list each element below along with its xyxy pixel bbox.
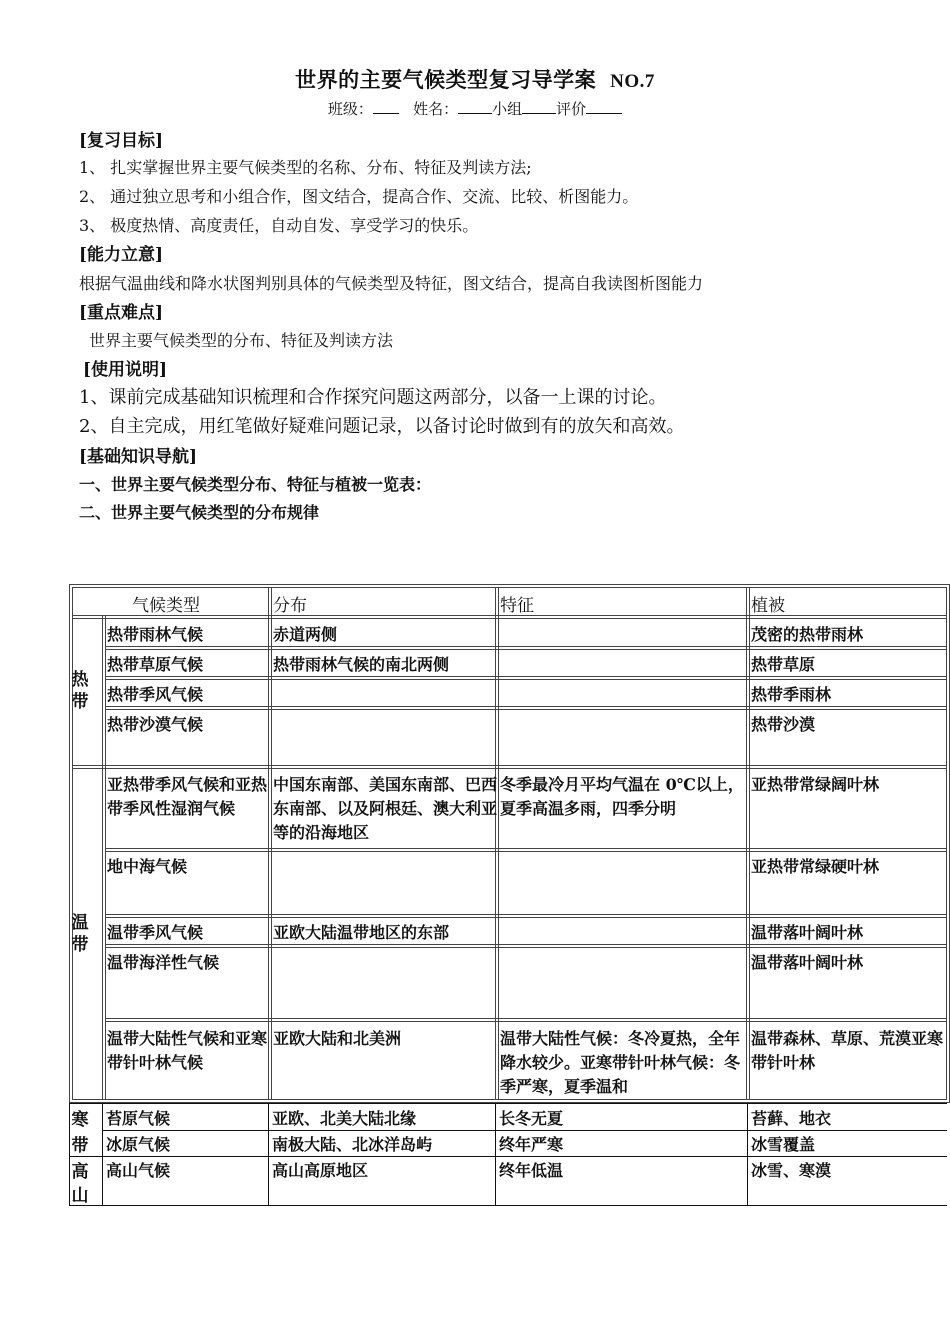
table-cell-feature: 温带大陆性气候：冬冷夏热，全年降水较少。亚寒带针叶林气候：冬季严寒，夏季温和 <box>500 1029 741 1096</box>
table-cell-type: 热带草原气候 <box>107 655 204 674</box>
table-cell-type: 温带季风气候 <box>107 923 204 942</box>
table-cell-distribution: 亚欧大陆和北美洲 <box>273 1029 402 1048</box>
table-cell-vegetation: 温带落叶阔叶林 <box>751 923 864 942</box>
header-type: 气候类型 <box>132 596 200 616</box>
ability-heading: [能力立意] <box>79 245 164 265</box>
table-cell-vegetation: 苔藓、地衣 <box>751 1109 832 1128</box>
table-cell-vegetation: 亚热带常绿硬叶林 <box>751 857 880 876</box>
table-cell-distribution <box>271 949 495 1019</box>
name-label: 姓名： <box>413 100 459 118</box>
usage-heading: [使用说明] <box>83 360 168 380</box>
table-cell-distribution: 热带雨林气候的南北两侧 <box>273 655 450 674</box>
nav-item: 二、世界主要气候类型的分布规律 <box>79 503 320 522</box>
table-cell-feature <box>498 853 746 915</box>
table-cell-vegetation: 热带季雨林 <box>751 685 832 704</box>
title-text: 世界的主要气候类型复习导学案 <box>295 67 597 92</box>
zone-label-tropical: 热带 <box>71 670 89 712</box>
ability-text: 根据气温曲线和降水状图判别具体的气候类型及特征，图文结合，提高自我读图析图能力 <box>79 274 704 293</box>
table-cell-feature: 终年严寒 <box>499 1135 564 1154</box>
table-cell-feature <box>498 681 746 707</box>
table-cell-feature: 长冬无夏 <box>499 1109 564 1128</box>
table-cell-distribution <box>271 681 495 707</box>
table-cell-type: 地中海气候 <box>107 857 188 876</box>
table-cell-feature <box>498 651 746 677</box>
usage-item: 1、课前完成基础知识梳理和合作探究问题这两部分，以备一上课的讨论。 <box>79 387 667 408</box>
header-vegetation: 植被 <box>751 596 785 616</box>
table-cell-type: 苔原气候 <box>106 1109 171 1128</box>
table-cell-distribution: 赤道两侧 <box>273 625 338 644</box>
table-cell-type: 热带雨林气候 <box>107 625 204 644</box>
table-cell-type: 高山气候 <box>106 1161 171 1180</box>
rating-label: 评价 <box>556 100 587 118</box>
table-cell-feature <box>498 621 746 647</box>
table-cell-type: 温带大陆性气候和亚寒带针叶林气候 <box>107 1029 268 1072</box>
table-cell-feature <box>498 949 746 1019</box>
goal-item: 3、 极度热情、高度责任，自动自发、享受学习的快乐。 <box>79 216 479 235</box>
table-cell-type: 亚热带季风气候和亚热带季风性湿润气候 <box>107 775 268 818</box>
table-cell-feature <box>498 711 746 765</box>
table-cell-distribution: 高山高原地区 <box>272 1161 369 1180</box>
table-cell-distribution: 亚欧、北美大陆北缘 <box>272 1109 417 1128</box>
table-cell-distribution <box>271 711 495 765</box>
table-cell-type: 温带海洋性气候 <box>107 953 220 972</box>
table-cell-vegetation: 温带森林、草原、荒漠亚寒带针叶林 <box>751 1029 944 1072</box>
table-cell-feature: 冬季最冷月平均气温在 0℃以上，夏季高温多雨，四季分明 <box>500 775 744 818</box>
zone-label-highland: 高山 <box>71 1162 89 1206</box>
table-cell-vegetation: 热带沙漠 <box>751 715 816 734</box>
key-points-heading: [重点难点] <box>79 303 164 323</box>
header-feature: 特征 <box>500 596 534 616</box>
table-cell-vegetation: 热带草原 <box>751 655 816 674</box>
title-number: NO.7 <box>610 71 655 92</box>
table-cell-vegetation: 冰雪、寒漠 <box>751 1161 832 1180</box>
nav-item: 一、世界主要气候类型分布、特征与植被一览表： <box>79 475 432 494</box>
usage-item: 2、自主完成，用红笔做好疑难问题记录，以备讨论时做到有的放矢和高效。 <box>79 416 685 437</box>
table-cell-type: 冰原气候 <box>106 1135 171 1154</box>
goals-heading: [复习目标] <box>79 131 164 151</box>
zone-label-frigid: 寒带 <box>71 1110 89 1156</box>
class-label: 班级： <box>327 100 373 118</box>
goal-item: 1、 扎实掌握世界主要气候类型的名称、分布、特征及判读方法; <box>79 158 532 177</box>
group-label: 小组 <box>492 100 523 118</box>
table-cell-vegetation: 温带落叶阔叶林 <box>751 953 864 972</box>
table-cell-vegetation: 冰雪覆盖 <box>751 1135 816 1154</box>
goal-item: 2、 通过独立思考和小组合作，图文结合，提高合作、交流、比较、析图能力。 <box>79 187 639 206</box>
nav-heading: [基础知识导航] <box>79 447 198 467</box>
table-cell-distribution: 亚欧大陆温带地区的东部 <box>273 923 450 942</box>
table-cell-distribution <box>271 853 495 915</box>
zone-label-temperate: 温带 <box>71 913 89 955</box>
header-distribution: 分布 <box>273 596 307 616</box>
table-cell-type: 热带沙漠气候 <box>107 715 204 734</box>
table-cell-distribution: 南极大陆、北冰洋岛屿 <box>272 1135 433 1154</box>
table-cell-distribution: 中国东南部、美国东南部、巴西东南部、以及阿根廷、澳大利亚等的沿海地区 <box>273 775 498 842</box>
table-cell-feature: 终年低温 <box>499 1161 564 1180</box>
table-cell-type: 热带季风气候 <box>107 685 204 704</box>
table-cell-vegetation: 茂密的热带雨林 <box>751 625 864 644</box>
table-cell-vegetation: 亚热带常绿阔叶林 <box>751 775 880 794</box>
key-points-text: 世界主要气候类型的分布、特征及判读方法 <box>89 331 394 350</box>
table-cell-feature <box>498 919 746 945</box>
